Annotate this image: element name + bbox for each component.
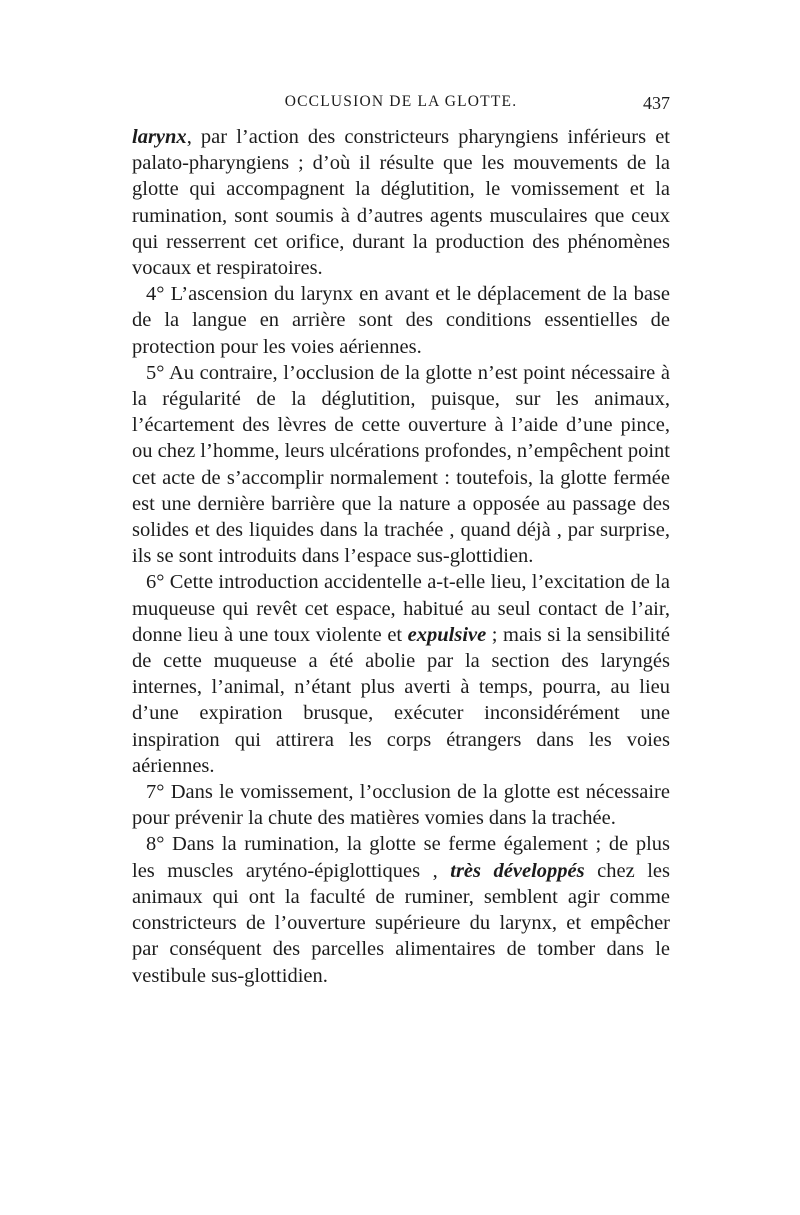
paragraph-text: 6° Cette introduction accidentelle a-t-elle lieu, l’excitation de la muqueuse qui revêt cet espace, habitué au seul contact de l’air, donne lieu à une toux violente et bbox=[132, 571, 670, 646]
paragraph-4 bbox=[132, 281, 670, 360]
paragraph-7 bbox=[132, 779, 670, 831]
paragraph-text: 4° L’ascension du larynx en avant et le déplacement de la base de la langue en arrière sont des conditions essentielles de protection pour les voies aériennes. bbox=[132, 283, 670, 358]
italic-word: très développés bbox=[450, 859, 585, 882]
paragraph-text: ; mais si la sensibilité de cette muqueuse a été abolie par la section des laryngés internes, l’animal, n’étant plus averti à temps, pourra, au lieu d’une expiration brusque, exécuter inconsidérément une inspiration qui attirera les corps étrangers dans les voies aériennes. bbox=[132, 623, 671, 777]
paragraph-8 bbox=[132, 831, 670, 988]
page-header bbox=[132, 93, 670, 117]
paragraph-continuation bbox=[132, 124, 670, 281]
paragraph-text: 5° Au contraire, l’occlusion de la glotte n’est point nécessaire à la régularité de la déglutition, puisque, sur les animaux, l’écartement des lèvres de cette ouverture à l’aide d’une pince, ou chez l’homme, leurs ulcérations profondes, n’empêchent point cet acte de s’accomplir normalement : toutefois, la glotte fermée est une dernière barrière que la nature a opposée au passage des solides et des liquides dans la trachée , quand déjà , par surprise, ils se sont introduits dans l’espace sus-glottidien. bbox=[132, 361, 670, 568]
running-title: OCCLUSION DE LA GLOTTE. bbox=[284, 93, 518, 110]
paragraph-text: chez les animaux qui ont la faculté de ruminer, semblent agir comme constricteurs de l’ouverture supérieure du larynx, et empêcher par conséquent des parcelles alimentaires de tomber dans le vestibule sus-glottidien. bbox=[132, 859, 670, 987]
italic-word: expulsive bbox=[407, 623, 487, 646]
italic-word: larynx bbox=[132, 126, 187, 148]
page-number: 437 bbox=[643, 93, 670, 113]
paragraph-5 bbox=[132, 360, 670, 570]
page-body bbox=[132, 124, 670, 989]
paragraph-6 bbox=[132, 569, 670, 779]
paragraph-text: , par l’action des constricteurs pharyngiens inférieurs et palato-pharyngiens ; d’où il résulte que les mouvements de la glotte qui accompagnent la déglutition, le vomissement et la rumination, sont soumis à d’autres agents musculaires que ceux qui resserrent cet orifice, durant la production des phénomènes vocaux et respiratoires. bbox=[132, 126, 670, 280]
paragraph-text: 7° Dans le vomissement, l’occlusion de la glotte est nécessaire pour prévenir la chute des matières vomies dans la trachée. bbox=[132, 781, 670, 830]
paragraph-text: 8° Dans la rumination, la glotte se ferme également ; de plus les muscles aryténo-épiglottiques , bbox=[132, 833, 670, 882]
